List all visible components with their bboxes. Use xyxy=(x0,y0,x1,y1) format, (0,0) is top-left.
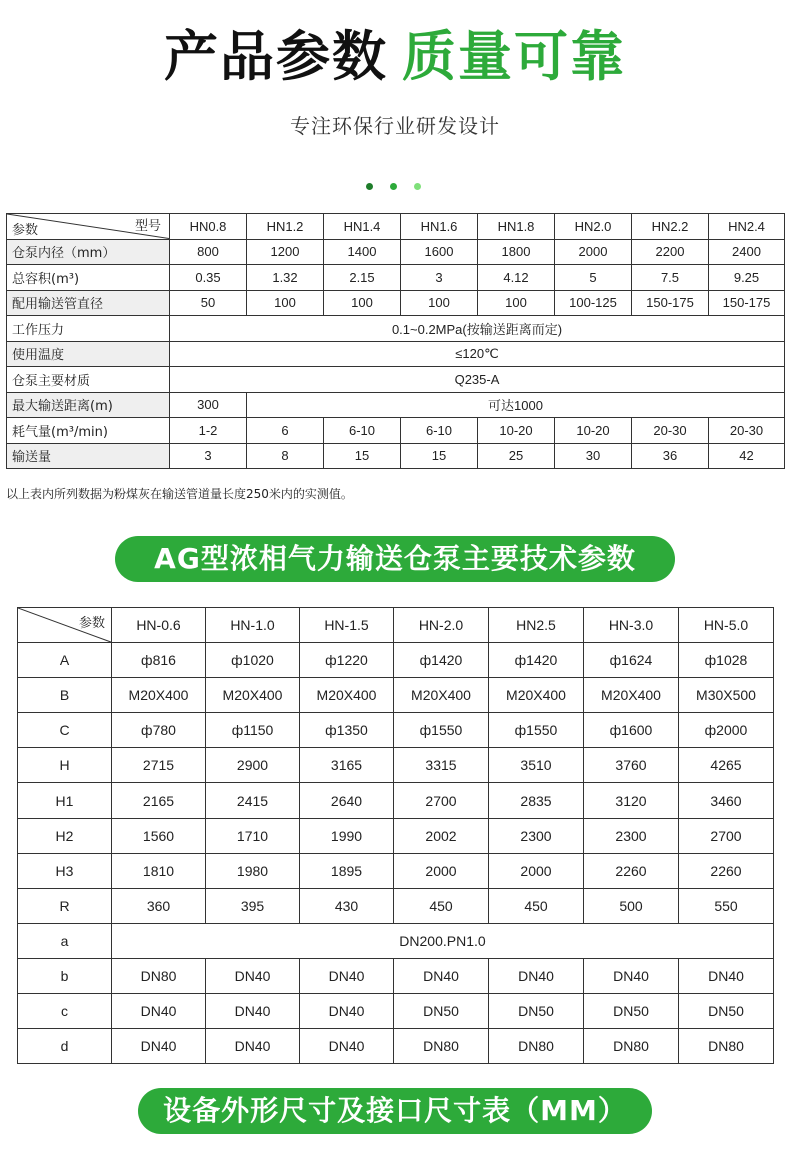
row-label: 工作压力 xyxy=(7,316,170,342)
row-label: 使用温度 xyxy=(7,341,170,367)
table-row xyxy=(18,853,774,888)
table-cell: 1.32 xyxy=(247,265,324,291)
corner-header xyxy=(7,214,170,240)
table-cell: DN40 xyxy=(300,994,394,1029)
table-cell: 4265 xyxy=(679,748,774,783)
table-cell: DN50 xyxy=(489,994,584,1029)
merged-cell: 0.1~0.2MPa(按输送距离而定) xyxy=(170,316,785,342)
table-cell: 3120 xyxy=(584,783,679,818)
table-cell: ф1028 xyxy=(679,643,774,678)
table-cell: 15 xyxy=(324,443,401,469)
table-cell: 50 xyxy=(170,290,247,316)
table-cell: 360 xyxy=(112,888,206,923)
table-cell: 1980 xyxy=(206,853,300,888)
model-header: HN1.4 xyxy=(324,214,401,240)
table-cell: 1810 xyxy=(112,853,206,888)
table-cell: 10-20 xyxy=(478,418,555,444)
table-cell: M20X400 xyxy=(584,678,679,713)
table-cell: 7.5 xyxy=(632,265,709,291)
table-row xyxy=(18,818,774,853)
table-cell: 430 xyxy=(300,888,394,923)
table-cell: M30X500 xyxy=(679,678,774,713)
model-header: HN1.8 xyxy=(478,214,555,240)
row-label: 输送量 xyxy=(7,443,170,469)
table-cell: DN40 xyxy=(300,958,394,993)
row-label: C xyxy=(18,713,112,748)
table-cell: DN40 xyxy=(112,1029,206,1064)
table-cell: DN40 xyxy=(206,994,300,1029)
table-row xyxy=(18,923,774,958)
table-header-row xyxy=(7,214,785,240)
table-cell: 4.12 xyxy=(478,265,555,291)
model-header: HN-1.5 xyxy=(300,608,394,643)
table-cell: 300 xyxy=(170,392,247,418)
table-cell: DN40 xyxy=(206,958,300,993)
table-cell: DN80 xyxy=(489,1029,584,1064)
table-row xyxy=(7,341,785,367)
table-cell: 30 xyxy=(555,443,632,469)
table-cell: 9.25 xyxy=(709,265,785,291)
table-row xyxy=(7,392,785,418)
table-cell: DN40 xyxy=(679,958,774,993)
row-label: H2 xyxy=(18,818,112,853)
table-cell: 100-125 xyxy=(555,290,632,316)
table-cell: ф816 xyxy=(112,643,206,678)
table-cell: 6 xyxy=(247,418,324,444)
table-cell: 3760 xyxy=(584,748,679,783)
table-cell: 25 xyxy=(478,443,555,469)
decorative-dots xyxy=(366,183,421,190)
table-row xyxy=(18,783,774,818)
corner-header-top: 型号 xyxy=(134,219,161,234)
table-cell: 2640 xyxy=(300,783,394,818)
table-cell: 1-2 xyxy=(170,418,247,444)
table-cell: 1200 xyxy=(247,239,324,265)
table-cell: ф1624 xyxy=(584,643,679,678)
table-cell: DN40 xyxy=(584,958,679,993)
table-cell: ф2000 xyxy=(679,713,774,748)
table-row xyxy=(18,713,774,748)
row-label: 总容积(m³) xyxy=(7,265,170,291)
table-cell: 500 xyxy=(584,888,679,923)
table-cell: DN80 xyxy=(112,958,206,993)
table-cell: ф1220 xyxy=(300,643,394,678)
table-row xyxy=(7,316,785,342)
model-header: HN-5.0 xyxy=(679,608,774,643)
model-header: HN0.8 xyxy=(170,214,247,240)
merged-cell: Q235-A xyxy=(170,367,785,393)
table-cell: 100 xyxy=(478,290,555,316)
table-cell: 20-30 xyxy=(632,418,709,444)
dot-icon xyxy=(390,183,397,190)
table-cell: 150-175 xyxy=(632,290,709,316)
row-label: 最大输送距离(m) xyxy=(7,392,170,418)
page-subtitle: 专注环保行业研发设计 xyxy=(290,114,500,138)
table-cell: M20X400 xyxy=(206,678,300,713)
row-label: 耗气量(m³/min) xyxy=(7,418,170,444)
table-cell: 2165 xyxy=(112,783,206,818)
row-label: b xyxy=(18,958,112,993)
table-cell: 10-20 xyxy=(555,418,632,444)
table-cell: 2000 xyxy=(394,853,489,888)
section-banner-dimensions: 设备外形尺寸及接口尺寸表（MM） xyxy=(138,1088,652,1134)
table-row xyxy=(7,418,785,444)
model-header: HN2.4 xyxy=(709,214,785,240)
model-header: HN-1.0 xyxy=(206,608,300,643)
table-cell: DN40 xyxy=(394,958,489,993)
table-cell: 2.15 xyxy=(324,265,401,291)
table-cell: 36 xyxy=(632,443,709,469)
table-cell: ф1550 xyxy=(489,713,584,748)
table-cell: ф1420 xyxy=(489,643,584,678)
table-cell: 2300 xyxy=(584,818,679,853)
table-cell: 2835 xyxy=(489,783,584,818)
table-cell: 6-10 xyxy=(401,418,478,444)
table-row xyxy=(7,265,785,291)
merged-cell: 可达1000 xyxy=(247,392,785,418)
table-cell: 3165 xyxy=(300,748,394,783)
table-cell: DN40 xyxy=(112,994,206,1029)
table-cell: 1560 xyxy=(112,818,206,853)
row-label: 配用输送管直径 xyxy=(7,290,170,316)
spec-table xyxy=(6,213,785,469)
table-header-row xyxy=(18,608,774,643)
table-cell: 450 xyxy=(394,888,489,923)
merged-cell: DN200.PN1.0 xyxy=(112,923,774,958)
table-cell: DN40 xyxy=(206,1029,300,1064)
table-cell: 3510 xyxy=(489,748,584,783)
row-label: 仓泵内径（mm） xyxy=(7,239,170,265)
table-cell: M20X400 xyxy=(300,678,394,713)
dot-icon xyxy=(414,183,421,190)
model-header: HN-3.0 xyxy=(584,608,679,643)
row-label: 仓泵主要材质 xyxy=(7,367,170,393)
table-cell: 2200 xyxy=(632,239,709,265)
table-cell: ф1150 xyxy=(206,713,300,748)
table-cell: 5 xyxy=(555,265,632,291)
row-label: H xyxy=(18,748,112,783)
corner-header-bottom: 参数 xyxy=(12,222,39,238)
table-cell: 6-10 xyxy=(324,418,401,444)
table-cell: 1400 xyxy=(324,239,401,265)
table-cell: 550 xyxy=(679,888,774,923)
table-cell: ф1350 xyxy=(300,713,394,748)
table-cell: 0.35 xyxy=(170,265,247,291)
row-label: B xyxy=(18,678,112,713)
table-cell: 3315 xyxy=(394,748,489,783)
table-cell: DN80 xyxy=(679,1029,774,1064)
section-banner-specs: AG型浓相气力输送仓泵主要技术参数 xyxy=(115,536,675,582)
table-cell: DN80 xyxy=(584,1029,679,1064)
model-header: HN2.0 xyxy=(555,214,632,240)
page-title xyxy=(0,22,790,92)
table-row xyxy=(18,994,774,1029)
table-row xyxy=(18,748,774,783)
model-header: HN2.2 xyxy=(632,214,709,240)
table-cell: 1710 xyxy=(206,818,300,853)
table-cell: 2300 xyxy=(489,818,584,853)
table-cell: 3 xyxy=(401,265,478,291)
table-cell: ф1020 xyxy=(206,643,300,678)
table-cell: M20X400 xyxy=(394,678,489,713)
row-label: c xyxy=(18,994,112,1029)
dimension-table xyxy=(17,607,774,1064)
table-cell: M20X400 xyxy=(112,678,206,713)
table-cell: 2415 xyxy=(206,783,300,818)
table-cell: 100 xyxy=(247,290,324,316)
table-cell: DN40 xyxy=(489,958,584,993)
table-cell: ф1600 xyxy=(584,713,679,748)
table-row xyxy=(7,239,785,265)
table-cell: DN80 xyxy=(394,1029,489,1064)
table-cell: 2900 xyxy=(206,748,300,783)
corner-header-top: 参数 xyxy=(78,616,105,631)
table-cell: 2715 xyxy=(112,748,206,783)
table-cell: ф1550 xyxy=(394,713,489,748)
table-cell: DN40 xyxy=(300,1029,394,1064)
model-header: HN1.6 xyxy=(401,214,478,240)
title-green: 质量可靠 xyxy=(402,25,626,88)
table-cell: 3460 xyxy=(679,783,774,818)
table-row xyxy=(18,888,774,923)
table-cell: DN50 xyxy=(584,994,679,1029)
model-header: HN-0.6 xyxy=(112,608,206,643)
table-cell: 2700 xyxy=(394,783,489,818)
model-header: HN2.5 xyxy=(489,608,584,643)
row-label: R xyxy=(18,888,112,923)
table-cell: M20X400 xyxy=(489,678,584,713)
table-cell: 395 xyxy=(206,888,300,923)
table-row xyxy=(7,443,785,469)
table-cell: 450 xyxy=(489,888,584,923)
row-label: A xyxy=(18,643,112,678)
title-black: 产品参数 xyxy=(164,25,388,88)
table-cell: 150-175 xyxy=(709,290,785,316)
table-row xyxy=(18,958,774,993)
table-cell: 2400 xyxy=(709,239,785,265)
table-cell: 2002 xyxy=(394,818,489,853)
table-cell: 100 xyxy=(324,290,401,316)
table-row xyxy=(7,290,785,316)
table-cell: 42 xyxy=(709,443,785,469)
row-label: d xyxy=(18,1029,112,1064)
table-cell: ф1420 xyxy=(394,643,489,678)
table-cell: 15 xyxy=(401,443,478,469)
table-cell: 3 xyxy=(170,443,247,469)
table-cell: 20-30 xyxy=(709,418,785,444)
merged-cell: ≤120℃ xyxy=(170,341,785,367)
table-cell: 2260 xyxy=(679,853,774,888)
table-note: 以上表内所列数据为粉煤灰在输送管道量长度250米内的实测值。 xyxy=(6,487,353,501)
dot-icon xyxy=(366,183,373,190)
table-row xyxy=(18,643,774,678)
table-cell: 8 xyxy=(247,443,324,469)
table-cell: 2260 xyxy=(584,853,679,888)
model-header: HN1.2 xyxy=(247,214,324,240)
table-cell: 2700 xyxy=(679,818,774,853)
row-label: a xyxy=(18,923,112,958)
model-header: HN-2.0 xyxy=(394,608,489,643)
row-label: H1 xyxy=(18,783,112,818)
table-cell: ф780 xyxy=(112,713,206,748)
corner-header xyxy=(18,608,112,643)
table-row xyxy=(7,367,785,393)
table-cell: 800 xyxy=(170,239,247,265)
table-row xyxy=(18,678,774,713)
table-cell: 2000 xyxy=(555,239,632,265)
table-cell: 2000 xyxy=(489,853,584,888)
row-label: H3 xyxy=(18,853,112,888)
table-cell: 1600 xyxy=(401,239,478,265)
table-cell: DN50 xyxy=(394,994,489,1029)
table-cell: 1800 xyxy=(478,239,555,265)
table-row xyxy=(18,1029,774,1064)
table-cell: 1990 xyxy=(300,818,394,853)
table-cell: 1895 xyxy=(300,853,394,888)
table-cell: 100 xyxy=(401,290,478,316)
table-cell: DN50 xyxy=(679,994,774,1029)
